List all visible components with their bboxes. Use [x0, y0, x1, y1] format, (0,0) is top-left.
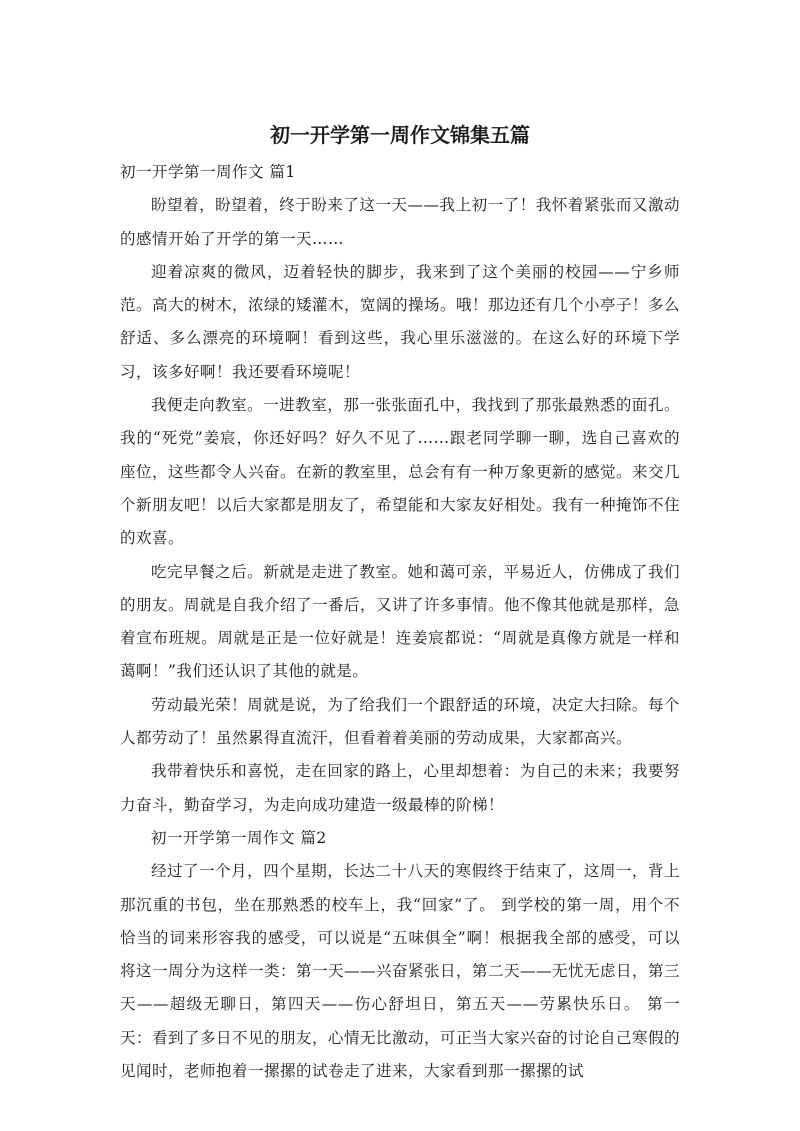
paragraph: 迎着凉爽的微风，迈着轻快的脚步，我来到了这个美丽的校园——宁乡师范。高大的树木，浓绿的矮灌木，宽阔的操场。哦！那边还有几个小亭子！多么舒适、多么漂亮的环境啊！看到这些，我心里乐滋滋的。在这么好的环境下学习，该多好啊！我还要看环境呢！ — [120, 262, 681, 381]
paragraph: 劳动最光荣！周就是说，为了给我们一个跟舒适的环境，决定大扫除。每个人都劳动了！虽然累得直流汗，但看着着美丽的劳动成果，大家都高兴。 — [120, 695, 680, 748]
paragraph: 盼望着，盼望着，终于盼来了这一天——我上初一了！我怀着紧张而又激动的感情开始了开学的第一天…… — [120, 196, 680, 248]
paragraph: 我便走向教室。一进教室，那一张张面孔中，我找到了那张最熟悉的面孔。我的“死党”姜宸，你还好吗？好久不见了……跟老同学聊一聊，选自己喜欢的座位，这些都令人兴奋。在新的教室里，总会有有一种万象更新的感觉。来交几个新朋友吧！以后大家都是朋友了，希望能和大家友好相处。我有一种掩饰不住的欢喜。 — [120, 396, 681, 548]
paragraph: 吃完早餐之后。新就是走进了教室。她和蔼可亲，平易近人，仿佛成了我们的朋友。周就是自我介绍了一番后，又讲了许多事情。他不像其他就是那样，急着宣布班规。周就是正是一位好就是！连姜宸都说：“周就是真像方就是一样和蔼啊！”我们还认识了其他的就是。 — [120, 562, 681, 681]
document-body — [120, 156, 680, 1088]
section-heading-2: 初一开学第一周作文 篇2 — [151, 828, 327, 847]
document-title: 初一开学第一周作文锦集五篇 — [270, 123, 530, 147]
section-heading-1: 初一开学第一周作文 篇1 — [120, 163, 296, 181]
paragraph: 我带着快乐和喜悦，走在回家的路上，心里却想着：为自己的未来；我要努力奋斗，勤奋学习，为走向成功建造一级最棒的阶梯！ — [120, 762, 680, 814]
paragraph: 经过了一个月，四个星期，长达二十八天的寒假终于结束了，这周一，背上那沉重的书包，坐在那熟悉的校车上，我“回家”了。 到学校的第一周，用个不恰当的词来形容我的感受，可以说是“五味俱全”啊！根据我全部的感受，可以将这一周分为这样一类：第一天——兴奋紧张日，第二天——无忧无虑日，第三天——超级无聊日，第四天——伤心舒坦日，第五天——劳累快乐日。 第一天：看到了多日不见的朋友，心情无比激动，可正当大家兴奋的讨论自己寒假的见闻时，老师抱着一摞摞的试卷走了进来，大家看到那一摞摞的试 — [120, 862, 681, 1081]
